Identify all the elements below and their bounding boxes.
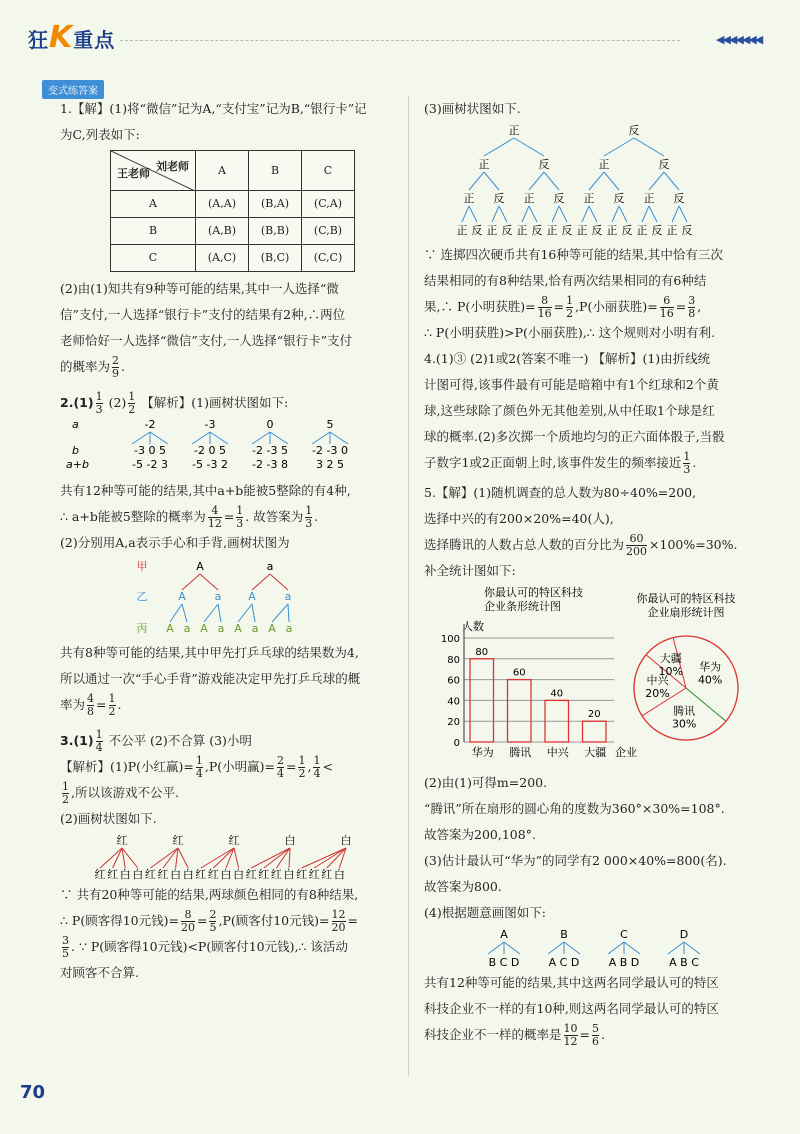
q3-line2: 【解析】(1)P(小红赢)= $\frac{1}{4}$ ,P(小明赢)= $\frac{2}{4}$ = $\frac{1}{2}$ , $\frac{1}{4}$ < — [60, 754, 333, 780]
tree-branch — [469, 172, 484, 190]
tree-node: 反 — [613, 192, 625, 205]
tree-branch — [182, 604, 187, 622]
tree-branch — [178, 848, 188, 868]
cell: (A,A) — [196, 191, 249, 218]
tree-leaf: 正 — [636, 224, 648, 237]
chart-title: 企业条形统计图 — [484, 600, 561, 613]
q3-line1: 3.(1) $\frac{1}{4}$ 不公平 (2)不合算 (3)小明 — [60, 728, 252, 754]
tree-branch — [252, 432, 270, 444]
column-divider — [408, 96, 409, 1076]
q3r-p1-1: ∵ 连掷四次硬币共有16种等可能的结果,其中恰有三次 — [424, 247, 723, 262]
tree-branch — [204, 604, 218, 622]
tree-branch — [270, 432, 288, 444]
q5-after-1: (2)由(1)可得m=200. — [424, 775, 548, 790]
tree-node-ab: -2 -3 8 — [252, 458, 288, 471]
col-head: A — [196, 151, 249, 191]
data-label: 60 — [512, 667, 526, 679]
tree-leaf: 反 — [651, 224, 663, 237]
tree-leaf: 红 — [207, 868, 219, 881]
header-arrows-icon: ◀◀◀◀◀◀◀ — [716, 33, 762, 46]
tree-node-a: 0 — [266, 418, 274, 431]
cell: (B,C) — [249, 245, 302, 272]
tree-leaf: 红 — [157, 868, 169, 881]
q2-tree-diagram — [60, 416, 360, 478]
tree-row-label: 丙 — [136, 622, 148, 635]
tree-branch — [564, 942, 580, 954]
tree-branch — [664, 172, 679, 190]
q3r-p1-2: 结果相同的有8种结果,恰有两次结果相同的有6种结 — [424, 273, 707, 288]
tree-leaf: 反 — [681, 224, 693, 237]
pie-slice-label: 大疆 — [659, 651, 682, 665]
q3r-p3: ∴ P(小明获胜)>P(小丽获胜),∴ 这个规则对小明有利. — [424, 325, 716, 340]
tree-row-label: 乙 — [136, 590, 148, 603]
tree-leaf: 反 — [591, 224, 603, 237]
q4-l4: 球的概率.(2)多次掷一个质地均匀的正六面体骰子,当骰 — [424, 429, 725, 444]
tree-node: a — [266, 560, 274, 573]
tree-branch — [251, 848, 290, 868]
tree-row-label: 甲 — [136, 560, 148, 573]
tree-branch — [684, 942, 700, 954]
tree-branch — [488, 942, 504, 954]
tree-leaf: A — [268, 622, 276, 635]
q5-after-3: 故答案为200,108°. — [424, 827, 536, 842]
corner-top: 刘老师 — [156, 160, 189, 173]
q3-p5: ∵ 共有20种等可能的结果,两球颜色相同的有8种结果, — [60, 887, 359, 902]
fraction: $\frac{1}{3}$ — [95, 390, 103, 416]
q4-l3: 球,这些球除了颜色外无其他差别,从中任取1个球是红 — [424, 403, 715, 418]
tree-branch — [288, 604, 289, 622]
data-label: 20 — [587, 709, 601, 721]
tree-leaf: 红 — [296, 868, 308, 881]
tree-branch — [589, 206, 597, 222]
tree-branch — [649, 172, 664, 190]
tree-branch — [192, 432, 210, 444]
x-tick-label: 大疆 — [584, 746, 607, 759]
tree-leaf: 红 — [94, 868, 106, 881]
y-tick-label: 0 — [453, 738, 460, 749]
left-column — [60, 96, 400, 986]
tree-leaf: 红 — [321, 868, 333, 881]
tree-branch — [330, 432, 348, 444]
q5-after-4: (3)估计最认可“华为”的同学有2 000×40%=800(名). — [424, 853, 727, 868]
tree-node-a: 5 — [326, 418, 334, 431]
tree-label-ab: a+b — [66, 458, 89, 471]
q5-after-2: “腾讯”所在扇形的圆心角的度数为360°×30%=108°. — [424, 801, 725, 816]
tree-leaf: 反 — [471, 224, 483, 237]
tree-branch — [182, 574, 200, 590]
pie-slice-label: 华为 — [699, 660, 722, 674]
tree-branch — [170, 604, 182, 622]
right-column — [424, 96, 780, 1048]
cell: B — [111, 218, 196, 245]
x-tick-label: 中兴 — [546, 746, 569, 759]
tree-branch — [264, 848, 290, 868]
page-number: 70 — [20, 1082, 46, 1103]
tree-leaf: 红 — [195, 868, 207, 881]
tree-node: 白 — [284, 834, 296, 847]
tree-branch — [462, 206, 469, 222]
tree-branch — [289, 848, 290, 868]
tree-leaf: 正 — [546, 224, 558, 237]
q4-l5: 子数字1或2正面朝上时,该事件发生的频率接近 $\frac{1}{3}$ . — [424, 450, 697, 476]
tree-branch — [132, 432, 150, 444]
tree-branch — [514, 138, 544, 156]
chart-title: 你最认可的特区科技 — [484, 586, 583, 599]
tree-branch — [649, 206, 657, 222]
tree-leaf: A B C — [669, 956, 699, 969]
tree-branch — [612, 206, 619, 222]
q3r-line1: (3)画树状图如下. — [424, 101, 521, 116]
tree-node: 反 — [553, 192, 565, 205]
table-row — [111, 218, 355, 245]
bar — [508, 680, 532, 742]
tree-node-b: -2 -3 0 — [312, 444, 348, 457]
tree-node: 白 — [340, 834, 352, 847]
cell: (C,C) — [302, 245, 355, 272]
tree-node: 红 — [172, 834, 184, 847]
tree-node-b: -3 0 5 — [134, 444, 166, 457]
tree-leaf: 反 — [561, 224, 573, 237]
tree-branch — [529, 206, 537, 222]
text: 的概率为 — [60, 359, 111, 374]
section-tag: 变式练答案 — [42, 80, 104, 99]
tree-branch — [252, 604, 255, 622]
q2-p4-2: 所以通过一次“手心手背”游戏能决定甲先打乒乓球的概 — [60, 671, 361, 686]
tree-leaf: 红 — [308, 868, 320, 881]
q2-hand-tree — [60, 556, 360, 640]
q1-line2: 为C,列表如下: — [60, 127, 140, 142]
q3r-p2: 果,∴ P(小明获胜)= $\frac{8}{16}$ = $\frac{1}{2}$ ,P(小丽获胜)= $\frac{6}{16}$ = $\frac{3}{8}$ , — [424, 294, 702, 320]
tree-branch — [504, 942, 520, 954]
tree-leaf: 白 — [233, 868, 245, 881]
chart-title: 企业扇形统计图 — [647, 606, 725, 619]
tree-branch — [252, 574, 270, 590]
tree-node: B — [560, 928, 568, 941]
tree-branch — [113, 848, 122, 868]
q5-abcd-tree — [424, 926, 724, 970]
x-axis-label: 企业 — [615, 746, 637, 759]
data-label: 80 — [475, 646, 489, 658]
q5-l1: 5.【解】(1)随机调查的总人数为80÷40%=200, — [424, 485, 697, 500]
q3-p8: 对顾客不合算. — [60, 965, 139, 980]
tree-branch — [492, 206, 499, 222]
header-rule — [120, 40, 680, 41]
bar — [583, 721, 607, 742]
cell: C — [111, 245, 196, 272]
tree-branch — [210, 432, 228, 444]
coin-tree — [424, 122, 724, 242]
y-axis-label: 人数 — [462, 620, 484, 633]
q3-p7: $\frac{3}{5}$ . ∵ P(顾客得10元钱)<P(顾客付10元钱),∴ 该活动 — [62, 934, 348, 960]
pie-slice-label: 腾讯 — [673, 704, 696, 718]
tree-node-ab: -5 -3 2 — [192, 458, 228, 471]
tree-branch — [484, 138, 514, 156]
q3-p6: ∴ P(顾客得10元钱)= $\frac{8}{20}$ = $\frac{2}{5}$ ,P(顾客付10元钱)= $\frac{12}{20}$ = — [60, 908, 358, 934]
q5-end-2: 科技企业不一样的有10种,则这两名同学最认可的特区 — [424, 1001, 719, 1016]
tree-branch — [469, 206, 477, 222]
tree-branch — [552, 206, 559, 222]
q2-p1: 共有12种等可能的结果,其中a+b能被5整除的有4种, — [60, 483, 351, 498]
tree-leaf: 白 — [119, 868, 131, 881]
tree-node: A — [178, 590, 186, 603]
cell: (A,C) — [196, 245, 249, 272]
tree-leaf: 正 — [576, 224, 588, 237]
q4-l2: 计图可得,该事件最有可能是暗箱中有1个红球和2个黄 — [424, 377, 719, 392]
tree-branch — [100, 848, 122, 868]
tree-node: A — [196, 560, 204, 573]
tree-node: a — [214, 590, 222, 603]
tree-branch — [201, 848, 234, 868]
corner-bottom: 王老师 — [117, 167, 150, 180]
tree-branch — [238, 604, 252, 622]
q5-end-3: 科技企业不一样的概率是 $\frac{10}{12}$ = $\frac{5}{6}$ . — [424, 1022, 605, 1048]
pie-slice-value: 20% — [645, 687, 670, 701]
tree-branch — [589, 172, 604, 190]
tree-node-ab: -5 -2 3 — [132, 458, 168, 471]
tree-branch — [559, 206, 567, 222]
q5-end-1: 共有12种等可能的结果,其中这两名同学最认可的特区 — [424, 975, 719, 990]
tree-node-a: -3 — [204, 418, 216, 431]
tree-branch — [150, 848, 178, 868]
tree-branch — [529, 172, 544, 190]
tree-node: 反 — [658, 158, 670, 171]
tree-branch — [624, 942, 640, 954]
tree-branch — [672, 206, 679, 222]
q5-l2: 选择中兴的有200×20%=40(人), — [424, 511, 614, 526]
tree-node: C — [620, 928, 628, 941]
tree-branch — [548, 942, 564, 954]
x-tick-label: 腾讯 — [509, 746, 532, 759]
tree-branch — [150, 432, 168, 444]
q3-line4: (2)画树状图如下. — [60, 811, 157, 826]
tree-node: D — [679, 928, 689, 941]
tree-leaf: a — [217, 622, 225, 635]
tree-branch — [218, 604, 221, 622]
cell: (B,B) — [249, 218, 302, 245]
cell: (A,B) — [196, 218, 249, 245]
cell: (C,A) — [302, 191, 355, 218]
q2-p2: ∴ a+b能被5整除的概率为 $\frac{4}{12}$ = $\frac{1}{3}$ . 故答案为 $\frac{1}{3}$ . — [60, 504, 319, 530]
tree-label-a: a — [72, 418, 79, 431]
tree-leaf: a — [183, 622, 191, 635]
q2-p3: (2)分别用A,a表示手心和手背,画树状图为 — [60, 535, 290, 550]
tree-node: 正 — [508, 124, 520, 137]
y-tick-label: 20 — [447, 717, 460, 729]
tree-node: 反 — [673, 192, 685, 205]
q5-after-5: 故答案为800. — [424, 879, 502, 894]
tree-leaf: a — [251, 622, 259, 635]
x-tick-label: 华为 — [471, 746, 494, 759]
tree-leaf: A C D — [548, 956, 580, 969]
tree-branch — [270, 574, 288, 590]
tree-branch — [200, 574, 218, 590]
pie-slice-value: 10% — [658, 664, 683, 678]
tree-node: A — [500, 928, 508, 941]
tree-label-b: b — [72, 444, 79, 457]
tree-branch — [642, 206, 649, 222]
tree-branch — [234, 848, 239, 868]
tree-leaf: 反 — [531, 224, 543, 237]
tree-leaf: A — [166, 622, 174, 635]
pie-slice-value: 30% — [671, 717, 697, 731]
cell: (C,B) — [302, 218, 355, 245]
tree-leaf: 正 — [606, 224, 618, 237]
tree-branch — [608, 942, 624, 954]
q2-line1: 2.(1) $\frac{1}{3}$ (2) $\frac{1}{2}$ 【解析】(1)画树状图如下: — [60, 390, 289, 416]
tree-leaf: A — [234, 622, 242, 635]
tree-leaf: 白 — [220, 868, 232, 881]
tree-node: 红 — [228, 834, 240, 847]
cell: (B,A) — [249, 191, 302, 218]
tree-node: 正 — [478, 158, 490, 171]
fraction: $\frac{2}{9}$ — [112, 354, 120, 380]
pie-slice-label: 中兴 — [646, 674, 669, 688]
q4-l1: 4.(1)③ (2)1或2(答案不唯一) 【解析】(1)由折线统 — [424, 351, 711, 366]
cell: A — [111, 191, 196, 218]
tree-leaf: 正 — [516, 224, 528, 237]
tree-leaf: 反 — [501, 224, 513, 237]
brand-logo: 狂K重点 — [28, 20, 116, 55]
tree-node-b: -2 0 5 — [194, 444, 226, 457]
tree-leaf: A B D — [608, 956, 640, 969]
q1-p2-2: 信”支付,一人选择“银行卡”支付的结果有2种,∴两位 — [60, 307, 346, 322]
q1-table-corner — [111, 151, 196, 191]
q1-line1: 1.【解】(1)将“微信”记为A,“支付宝”记为B,“银行卡”记 — [60, 101, 367, 116]
tree-leaf: 白 — [283, 868, 295, 881]
tree-branch — [619, 206, 627, 222]
q2-p4-3: 率为 $\frac{4}{8}$ = $\frac{1}{2}$ . — [60, 692, 122, 718]
tree-branch — [312, 432, 330, 444]
tree-branch — [302, 848, 346, 868]
y-tick-label: 100 — [440, 634, 460, 645]
tree-leaf: 正 — [486, 224, 498, 237]
tree-node: 正 — [463, 192, 475, 205]
tree-branch — [522, 206, 529, 222]
q1-p2-4: 的概率为 $\frac{2}{9}$ . — [60, 354, 125, 380]
q5-l4: 补全统计图如下: — [424, 563, 516, 578]
q3-line3: $\frac{1}{2}$ ,所以该游戏不公平. — [62, 780, 179, 806]
tree-branch — [272, 604, 288, 622]
y-tick-label: 60 — [447, 675, 460, 687]
tree-leaf: A — [200, 622, 208, 635]
tree-branch — [582, 206, 589, 222]
tree-branch — [679, 206, 687, 222]
tree-node: 正 — [583, 192, 595, 205]
tree-node: a — [284, 590, 292, 603]
tree-leaf: 正 — [456, 224, 468, 237]
tree-node: 反 — [538, 158, 550, 171]
tree-leaf: 正 — [666, 224, 678, 237]
tree-node-ab: 3 2 5 — [316, 458, 344, 471]
tree-node: 反 — [493, 192, 505, 205]
tree-leaf: 红 — [144, 868, 156, 881]
tree-leaf: 白 — [170, 868, 182, 881]
tree-node: 正 — [523, 192, 535, 205]
tree-leaf: 白 — [182, 868, 194, 881]
tree-branch — [634, 138, 664, 156]
tree-node-a: -2 — [144, 418, 156, 431]
q5-charts — [424, 584, 780, 770]
tree-leaf: 红 — [245, 868, 257, 881]
tree-branch — [484, 172, 499, 190]
tree-leaf: 红 — [270, 868, 282, 881]
tree-branch — [604, 172, 619, 190]
tree-leaf: 红 — [258, 868, 270, 881]
y-tick-label: 80 — [447, 654, 460, 666]
q5-l3: 选择腾讯的人数占总人数的百分比为 $\frac{60}{200}$ ×100%=30%. — [424, 532, 738, 558]
fraction: $\frac{1}{2}$ — [128, 390, 136, 416]
q3-color-tree — [60, 832, 360, 882]
data-label: 40 — [550, 688, 564, 700]
tree-node: 红 — [116, 834, 128, 847]
col-head: C — [302, 151, 355, 191]
tree-leaf: 白 — [132, 868, 144, 881]
tree-node-b: -2 -3 5 — [252, 444, 288, 457]
tree-node: 正 — [643, 192, 655, 205]
tree-node: 正 — [598, 158, 610, 171]
q1-p2-1: (2)由(1)知共有9种等可能的结果,其中一人选择“微 — [60, 281, 339, 296]
tree-leaf: 反 — [621, 224, 633, 237]
q1-p2-3: 老师恰好一人选择“微信”支付,一人选择“银行卡”支付 — [60, 333, 353, 348]
page-header — [0, 0, 800, 72]
tree-leaf: 红 — [107, 868, 119, 881]
tree-branch — [668, 942, 684, 954]
y-tick-label: 40 — [447, 696, 460, 708]
tree-node: A — [248, 590, 256, 603]
table-row — [111, 245, 355, 272]
col-head: B — [249, 151, 302, 191]
tree-branch — [544, 172, 559, 190]
q5-after-6: (4)根据题意画图如下: — [424, 905, 546, 920]
q1-table — [110, 150, 355, 272]
tree-node: 反 — [628, 124, 640, 137]
tree-branch — [604, 138, 634, 156]
tree-branch — [226, 848, 234, 868]
q2-p4-1: 共有8种等可能的结果,其中甲先打乒乓球的结果数为4, — [60, 645, 359, 660]
tree-branch — [499, 206, 507, 222]
tree-leaf: 白 — [333, 868, 345, 881]
table-row — [111, 191, 355, 218]
chart-title: 你最认可的特区科技 — [636, 592, 736, 605]
tree-leaf: a — [285, 622, 293, 635]
tree-leaf: B C D — [488, 956, 520, 969]
pie-slice-value: 40% — [697, 673, 723, 687]
